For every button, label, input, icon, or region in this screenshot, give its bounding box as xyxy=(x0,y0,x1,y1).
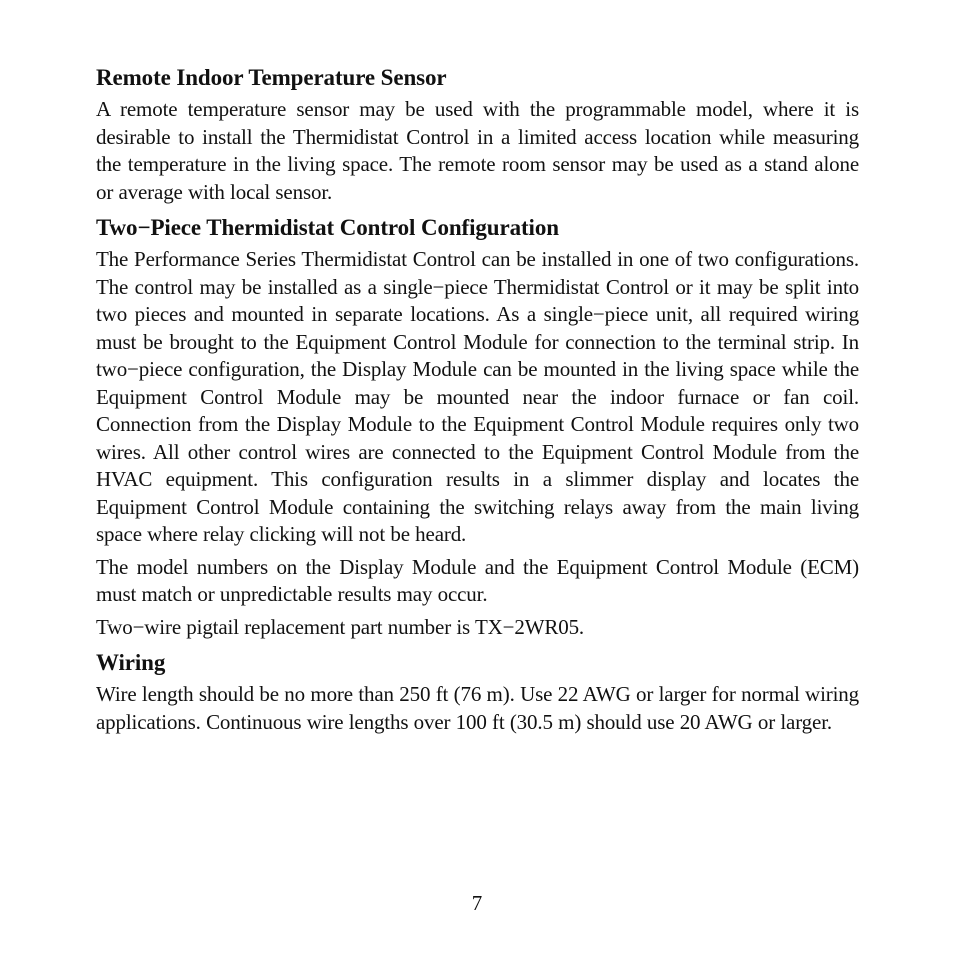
section-paragraph: Wire length should be no more than 250 ft (76 m). Use 22 AWG or larger for normal wiring applications. Continuous wire lengths over 100 ft (30.5 m) should use 20 AWG or larger. xyxy=(96,682,859,734)
section-paragraph: Two−wire pigtail replacement part number is TX−2WR05. xyxy=(96,614,585,639)
section-paragraph: A remote temperature sensor may be used with the programmable model, where it is desirable to install the Thermidistat Control in a limited access location while measuring the temperature in the living space. The remote room sensor may be used as a stand alone or average with local sensor. xyxy=(96,97,859,204)
section-heading: Remote Indoor Temperature Sensor xyxy=(96,65,447,90)
document-page xyxy=(96,64,859,744)
section-heading: Wiring xyxy=(96,650,166,675)
section-paragraph: The model numbers on the Display Module and the Equipment Control Module (ECM) must match or unpredictable results may occur. xyxy=(96,554,859,606)
section-paragraph: The Performance Series Thermidistat Control can be installed in one of two configurations. The control may be installed as a single−piece Thermidistat Control or it may be split into two pieces and mounted in separate locations. As a single−piece unit, all required wiring must be brought to the Equipment Control Module for connection to the terminal strip. In two−piece configuration, the Display Module can be mounted in the living space while the Equipment Control Module may be mounted near the indoor furnace or fan coil. Connection from the Display Module to the Equipment Control Module requires only two wires. All other control wires are connected to the Equipment Control Module from the HVAC equipment. This configuration results in a slimmer display and locates the Equipment Control Module containing the switching relays away from the main living space where relay clicking will not be heard. xyxy=(96,247,859,546)
section-wiring xyxy=(96,649,859,736)
section-remote-sensor xyxy=(96,64,859,206)
section-two-piece-configuration xyxy=(96,214,859,641)
page-number: 7 xyxy=(471,891,483,915)
section-heading: Two−Piece Thermidistat Control Configuration xyxy=(96,215,559,240)
